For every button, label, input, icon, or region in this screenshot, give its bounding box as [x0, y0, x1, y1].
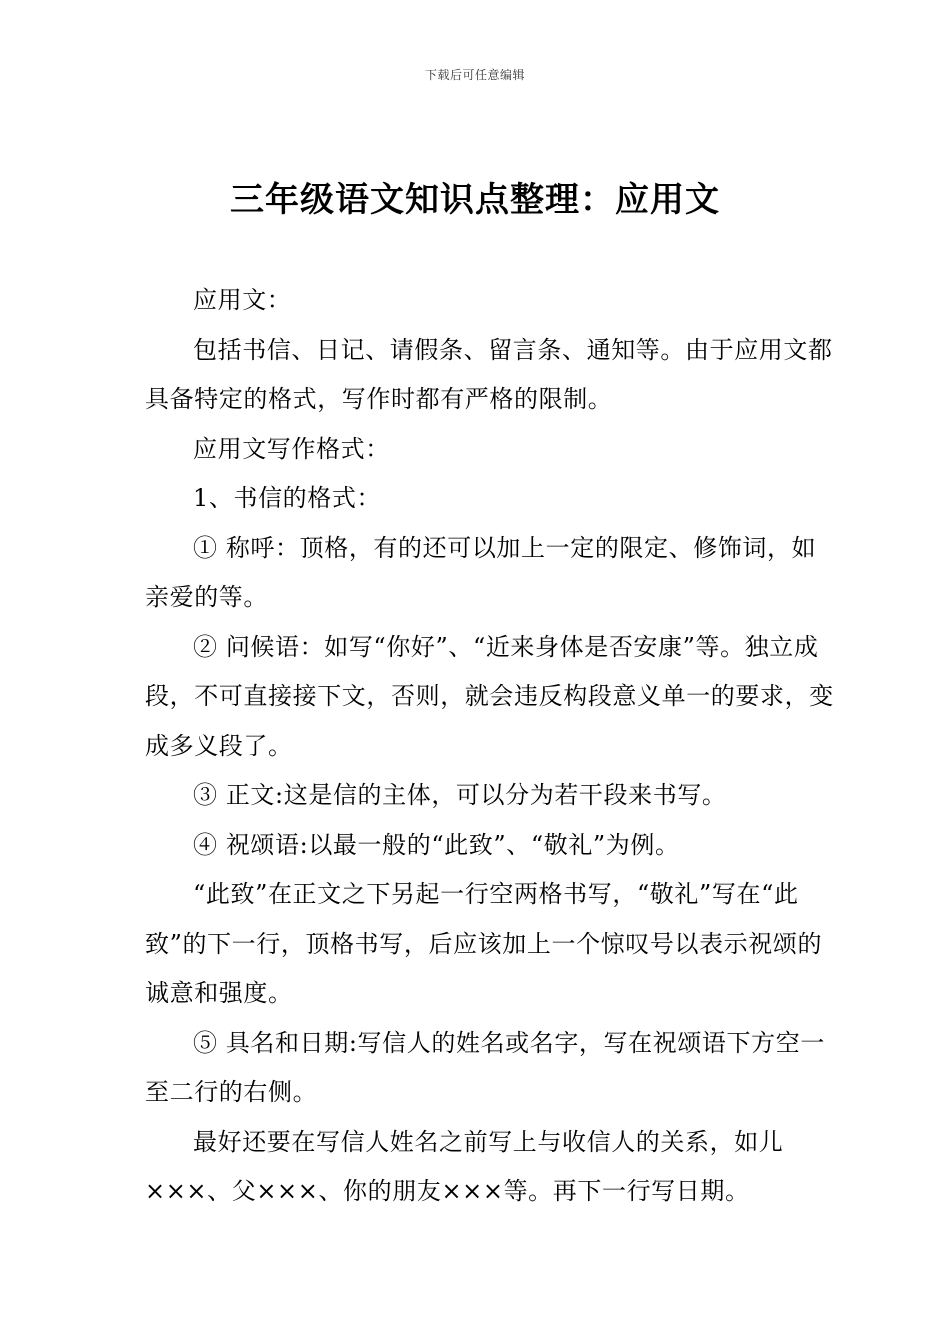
paragraph-salutation: ① 称呼：顶格，有的还可以加上一定的限定、修饰词，如亲爱的等。: [145, 533, 817, 611]
paragraph-intro: 包括书信、日记、请假条、留言条、通知等。由于应用文都具备特定的格式，写作时都有严格的限制。: [145, 335, 833, 413]
paragraph-blessing-detail: “此致”在正文之下另起一行空两格书写，“敬礼”写在“此致”的下一行，顶格书写，后应该加上一个惊叹号以表示祝颂的诚意和强度。: [145, 880, 823, 1007]
paragraph-body-text: ③ 正文:这是信的主体，可以分为若干段来书写。: [193, 781, 727, 809]
paragraph-blessing: ④ 祝颂语:以最一般的“此致”、“敬礼”为例。: [193, 830, 680, 859]
paragraph-relationship: 最好还要在写信人姓名之前写上与收信人的关系，如儿×××、父×××、你的朋友×××等。再下一行写日期。: [145, 1127, 784, 1205]
paragraph-greeting: ② 问候语：如写“你好”、“近来身体是否安康”等。独立成段，不可直接接下文，否则，就会违反构段意义单一的要求，变成多义段了。: [145, 632, 834, 760]
paragraph-signature-date: ⑤ 具名和日期:写信人的姓名或名字，写在祝颂语下方空一至二行的右侧。: [145, 1028, 825, 1106]
document-title: 三年级语文知识点整理：应用文: [230, 180, 720, 220]
paragraph-letter-format: 1、书信的格式：: [193, 484, 382, 512]
document-body: [145, 276, 835, 1217]
paragraph-intro-heading: 应用文：: [193, 286, 292, 314]
header-note: 下载后可任意编辑: [424, 68, 525, 82]
paragraph-format-heading: 应用文写作格式：: [193, 434, 390, 463]
